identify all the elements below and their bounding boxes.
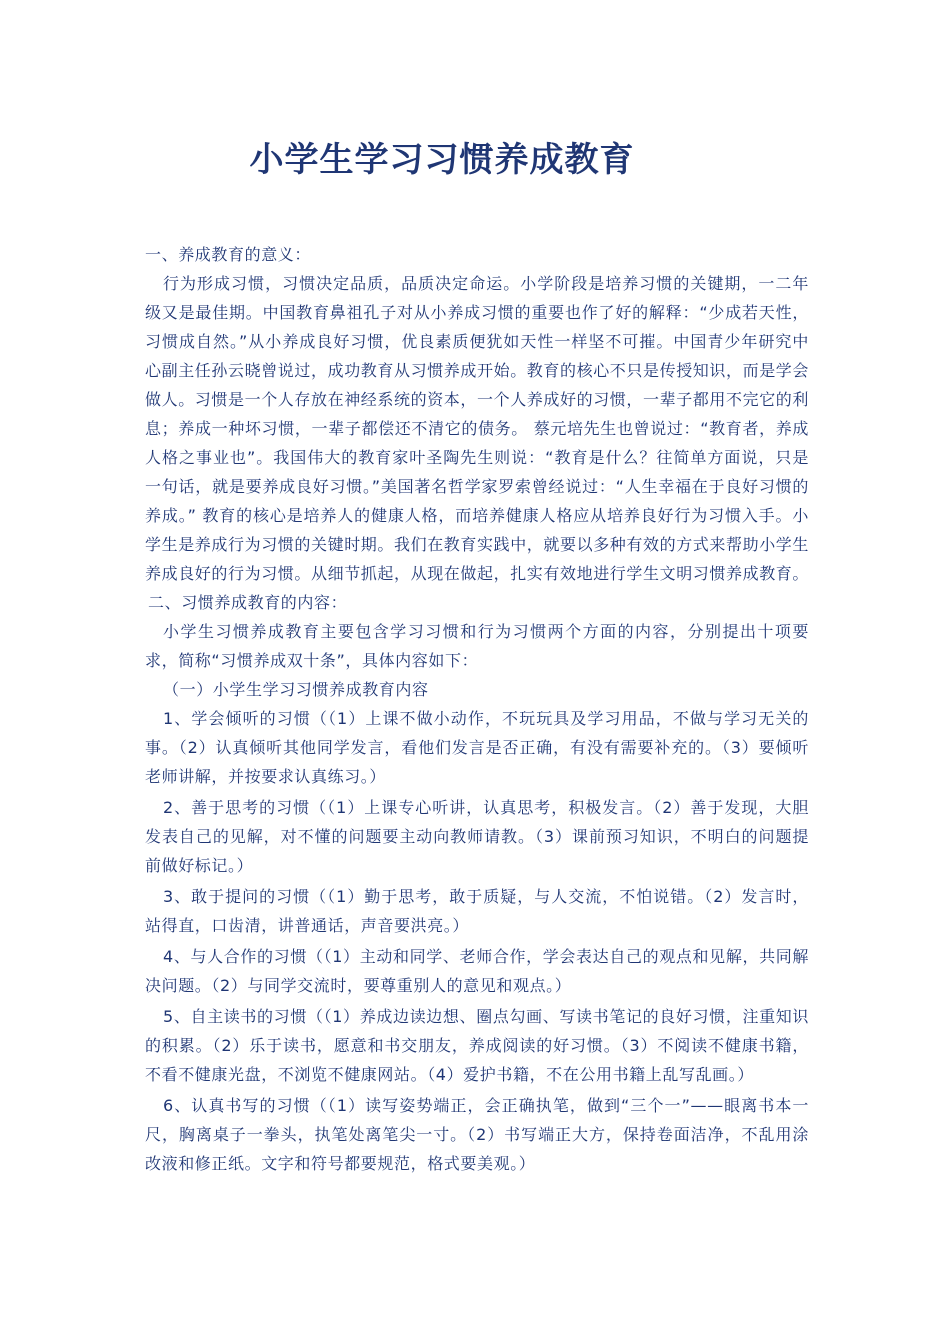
section-2-heading: 二、习惯养成教育的内容： — [148, 593, 348, 612]
section-1-heading: 一、养成教育的意义： — [145, 245, 312, 264]
page-title: 小学生学习习惯养成教育 — [249, 140, 635, 180]
document-body — [145, 240, 809, 1180]
habit-item-4: 4、与人合作的习惯（（1）主动和同学、老师合作，学会表达自己的观点和见解，共同解决问题。（2）与同学交流时，要尊重别人的意见和观点。） — [145, 947, 809, 995]
section-1-paragraph: 行为形成习惯，习惯决定品质，品质决定命运。小学阶段是培养习惯的关键期，一二年级又是最佳期。中国教育鼻祖孔子对从小养成习惯的重要也作了好的解释：“少成若天性，习惯成自然。”从小养成良好习惯，优良素质便犹如天性一样坚不可摧。中国青少年研究中心副主任孙云晓曾说过，成功教育从习惯养成开始。教育的核心不只是传授知识，而是学会做人。习惯是一个人存放在神经系统的资本，一个人养成好的习惯，一辈子都用不完它的利息；养成一种坏习惯，一辈子都偿还不清它的债务。 蔡元培先生也曾说过：“教育者，养成人格之事业也”。我国伟大的教育家叶圣陶先生则说：“教育是什么？往简单方面说，只是一句话，就是要养成良好习惯。”美国著名哲学家罗索曾经说过：“人生幸福在于良好习惯的养成。” 教育的核心是培养人的健康人格，而培养健康人格应从培养良好行为习惯入手。小学生是养成行为习惯的关键时期。我们在教育实践中，就要以多种有效的方式来帮助小学生养成良好的行为习惯。从细节抓起，从现在做起，扎实有效地进行学生文明习惯养成教育。 — [145, 274, 810, 583]
habit-item-6: 6、认真书写的习惯（（1）读写姿势端正，会正确执笔，做到“三个一”——眼离书本一尺，胸离桌子一拳头，执笔处离笔尖一寸。（2）书写端正大方，保持卷面洁净，不乱用涂改液和修正纸。文字和符号都要规范，格式要美观。） — [145, 1096, 809, 1173]
habit-item-5: 5、自主读书的习惯（（1）养成边读边想、圈点勾画、写读书笔记的良好习惯，注重知识的积累。（2）乐于读书，愿意和书交朋友，养成阅读的好习惯。（3）不阅读不健康书籍，不看不健康光盘，不浏览不健康网站。（4）爱护书籍，不在公用书籍上乱写乱画。） — [145, 1007, 809, 1084]
section-2-intro: 小学生习惯养成教育主要包含学习习惯和行为习惯两个方面的内容，分别提出十项要求，简称“习惯养成双十条”，具体内容如下： — [145, 622, 809, 670]
habit-item-3: 3、敢于提问的习惯（（1）勤于思考，敢于质疑，与人交流，不怕说错。（2）发言时，站得直，口齿清，讲普通话，声音要洪亮。） — [145, 887, 809, 935]
section-2-subheading: （一）小学生学习习惯养成教育内容 — [163, 680, 429, 699]
habit-item-2: 2、善于思考的习惯（（1）上课专心听讲，认真思考，积极发言。（2）善于发现，大胆发表自己的见解，对不懂的问题要主动向教师请教。（3）课前预习知识，不明白的问题提前做好标记。） — [145, 798, 809, 875]
habit-item-1: 1、学会倾听的习惯（（1）上课不做小动作，不玩玩具及学习用品，不做与学习无关的事。（2）认真倾听其他同学发言，看他们发言是否正确，有没有需要补充的。（3）要倾听老师讲解，并按要求认真练习。） — [145, 709, 809, 786]
